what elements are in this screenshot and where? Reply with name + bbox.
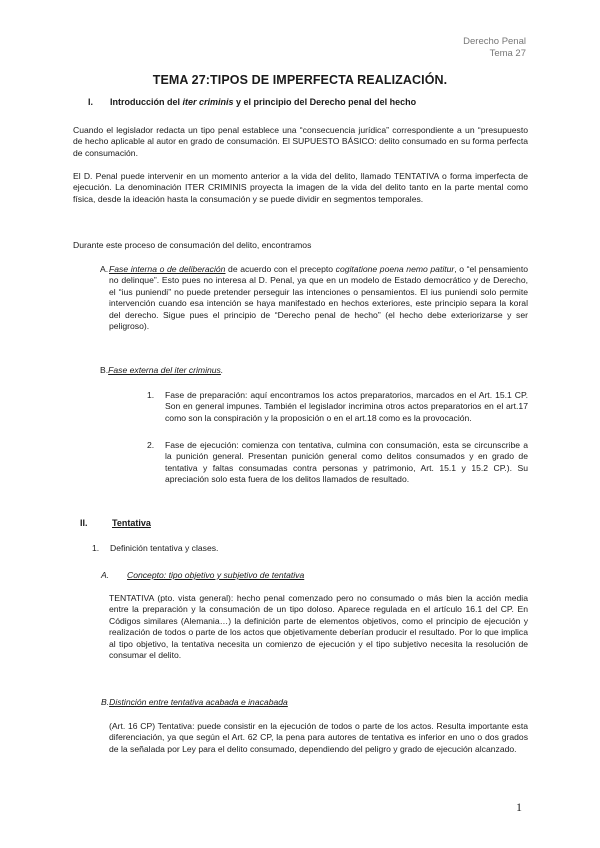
phase-a-marker: A.: [100, 264, 109, 274]
phase-a-latin: cogitatione poena nemo patitur: [335, 264, 455, 274]
header-subject: Derecho Penal: [463, 36, 526, 47]
phase-b-marker: B.: [100, 365, 109, 375]
section-1-title-a: Introducción del: [110, 97, 183, 107]
section-2-title: Tentativa: [112, 518, 151, 528]
subsection-a-title: Concepto: tipo objetivo y subjetivo de tentativa: [127, 570, 305, 580]
subsection-1-title: Definición tentativa y clases.: [110, 543, 219, 553]
section-2-number: II.: [80, 518, 88, 528]
section-1-number: I.: [88, 97, 94, 107]
phase-b-title-a: Fase externa del: [108, 365, 175, 375]
paragraph-2: El D. Penal puede intervenir en un momento anterior a la vida del delito, llamado TENTATIVA o forma imperfecta de ejecución. La denominación ITER CRIMINIS proyecta la imagen de la vida del delito tanto en la parte mental como física, desde la ideación hasta la consumación y se puede dividir en segmentos temporales.: [73, 171, 528, 204]
paragraph-3: Durante este proceso de consumación del delito, encontramos: [73, 240, 312, 250]
subsection-1-number: 1.: [92, 543, 100, 553]
list-item-1-number: 1.: [147, 390, 155, 400]
phase-a-text-1: de acuerdo con el precepto: [225, 264, 336, 274]
section-1-heading: [88, 97, 416, 107]
subsection-a-heading: [101, 570, 304, 580]
phase-a-title: Fase interna o de deliberación: [109, 264, 226, 274]
section-1-title-b: iter criminis: [182, 97, 234, 107]
list-item-1-text: Fase de preparación: aquí encontramos los actos preparatorios, marcados en el Art. 15.1 CP. Son en general impunes. También el legislador incrimina otros actos preparatorios en el art.17 como son la conspiración y la proposición o en el art.18 como es la provocación.: [165, 390, 528, 423]
phase-a-paragraph: [109, 264, 528, 332]
running-header: [463, 36, 526, 60]
phase-b-title-b: iter criminus: [174, 365, 221, 375]
subsection-a-number: A.: [101, 570, 110, 580]
phase-a-text-2: , o “el pensamiento no delinque”. Esto pues no interesa al D. Penal, ya que en un modelo de Estado democrático y de Derecho, el “ius puniendi” no puede pretender perseguir las intenciones o pensamientos. El ius puniendi solo permite intervención cuando esa intención se haya manifestado en hechos exteriores, este principio separa la koral del derecho. Sigue pues el principio de “Derecho penal de hecho” (el hecho debe exteriorizarse y ser peligroso).: [109, 264, 528, 332]
list-item-2-text: Fase de ejecución: comienza con tentativa, culmina con consumación, esta se circunscribe a la punición general. Presentan punición general como delitos consumados y en grado de tentativa y faltas consumadas contra personas y patrimonio, Art. 15.1 y 15.2 CP.). Su apreciación solo esta fuera de los delitos llamados de resultado.: [165, 440, 528, 485]
page-title: TEMA 27:TIPOS DE IMPERFECTA REALIZACIÓN.: [152, 73, 448, 87]
subsection-a-text: TENTATIVA (pto. vista general): hecho penal comenzado pero no consumado o más bien la acción media entre la preparación y la consumación de un tipo doloso. Aparece regulada en el artículo 16.1 del CP. En Códigos similares (Alemania…) la definición parte de elementos objetivos, como el principio de ejecución y realización de todos o parte de los actos que objetivamente deberían producir el resultado. Por lo que implica al tipo objetivo, la tentativa necesita un comienzo de ejecución y el tipo subjetivo necesita la resolución de consumar el delito.: [109, 593, 528, 661]
section-1-title-c: y el principio del Derecho penal del hecho: [233, 97, 417, 107]
subsection-b-number: B.: [101, 697, 110, 707]
header-topic: Tema 27: [489, 48, 526, 59]
section-2-heading: [80, 518, 151, 528]
subsection-b-heading: [101, 697, 288, 707]
subsection-b-title: Distinción entre tentativa acabada e inacabada: [109, 697, 288, 707]
subsection-1-heading: [92, 543, 218, 553]
page-number: 1: [516, 800, 522, 814]
phase-b-title-c: .: [220, 365, 224, 375]
phase-b-heading: [100, 365, 520, 376]
subsection-b-text: (Art. 16 CP) Tentativa: puede consistir en la ejecución de todos o parte de los actos. Resulta importante esta diferenciación, ya que según el Art. 62 CP, la pena para autores de tentativa es inferior en uno o dos grados de la señalada por Ley para el delito consumado, dependiendo del peligro y grado de ejecución alcanzado.: [109, 721, 528, 754]
list-item-2-number: 2.: [147, 440, 155, 450]
paragraph-1: Cuando el legislador redacta un tipo penal establece una “consecuencia jurídica” correspondiente a un “presupuesto de hecho aplicable al autor en grado de consumación. El SUPUESTO BÁSICO: delito consumado en su forma perfecta de consumación.: [73, 125, 528, 158]
